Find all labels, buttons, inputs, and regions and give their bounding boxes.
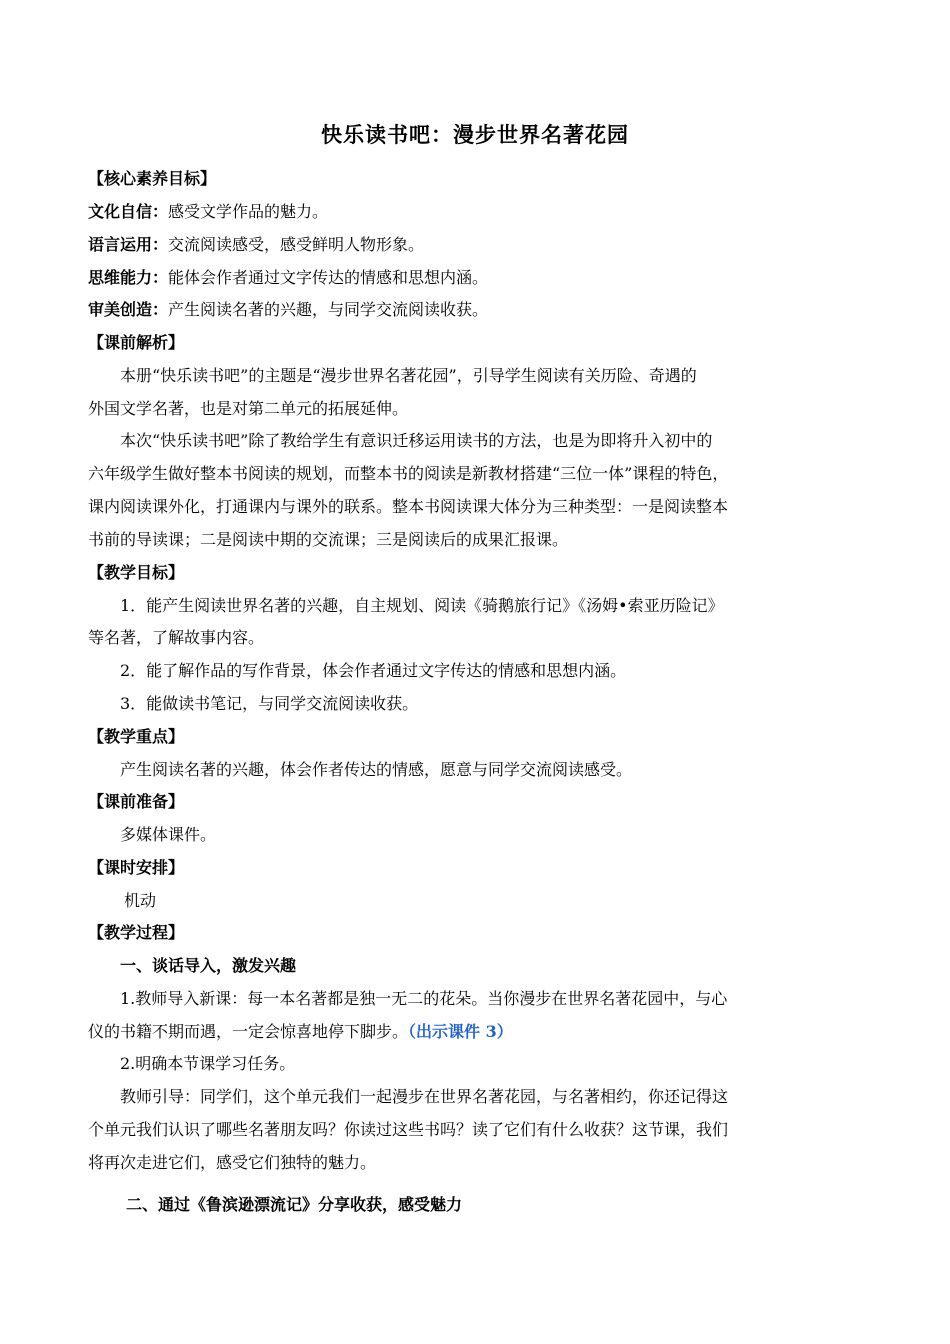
- process-line: 1.教师导入新课：每一本名著都是独一无二的花朵。当你漫步在世界名著花园中，与心: [120, 989, 728, 1008]
- page-title: 快乐读书吧：漫步世界名著花园: [321, 122, 629, 147]
- process-line: 个单元我们认识了哪些名著朋友吗？你读过这些书吗？读了它们有什么收获？这节课，我们: [88, 1120, 729, 1139]
- process-line: 将再次走进它们，感受它们独特的魅力。: [88, 1153, 377, 1172]
- analysis-line: 本册“快乐读书吧”的主题是“漫步世界名著花园”，引导学生阅读有关历险、奇遇的: [120, 366, 697, 385]
- goal-line: 2．能了解作品的写作背景，体会作者通过文字传达的情感和思想内涵。: [120, 661, 627, 680]
- process-line: 教师引导：同学们，这个单元我们一起漫步在世界名著花园，与名著相约，你还记得这: [120, 1087, 729, 1106]
- section-heading: 二、通过《鲁滨逊漂流记》分享收获，感受魅力: [126, 1195, 463, 1214]
- goal-line: 1．能产生阅读世界名著的兴趣，自主规划、阅读《骑鹅旅行记》《汤姆•索亚历险记》: [120, 596, 724, 615]
- core-item-label: 文化自信：: [88, 202, 169, 221]
- focus-heading: 【教学重点】: [88, 727, 185, 746]
- goals-heading: 【教学目标】: [88, 563, 185, 582]
- core-item: [88, 266, 488, 290]
- core-item: [88, 298, 488, 322]
- process-heading: 【教学过程】: [88, 923, 185, 942]
- core-item: [88, 233, 424, 257]
- schedule-text: 机动: [124, 891, 157, 910]
- analysis-line: 课内阅读课外化，打通课内与课外的联系。整本书阅读课大体分为三种类型：一是阅读整本: [88, 497, 729, 516]
- core-heading: 【核心素养目标】: [88, 169, 217, 188]
- core-item-text: 交流阅读感受，感受鲜明人物形象。: [168, 235, 425, 254]
- prep-text: 多媒体课件。: [120, 825, 217, 844]
- core-item-text: 产生阅读名著的兴趣，与同学交流阅读收获。: [168, 300, 489, 319]
- analysis-line: 本次“快乐读书吧”除了教给学生有意识迁移运用读书的方法，也是为即将升入初中的: [120, 431, 713, 450]
- analysis-line: 书前的导读课；二是阅读中期的交流课；三是阅读后的成果汇报课。: [88, 530, 569, 549]
- schedule-heading: 【课时安排】: [88, 858, 185, 877]
- core-item: [88, 200, 328, 224]
- section-heading: 一、谈话导入，激发兴趣: [120, 956, 297, 975]
- core-item-label: 语言运用：: [88, 235, 169, 254]
- analysis-line: 六年级学生做好整本书阅读的规划，而整本书的阅读是新教材搭建“三位一体”课程的特色，: [88, 464, 729, 483]
- focus-text: 产生阅读名著的兴趣，体会作者传达的情感，愿意与同学交流阅读感受。: [120, 760, 633, 779]
- analysis-heading: 【课前解析】: [88, 333, 185, 352]
- goal-line: 等名著，了解故事内容。: [88, 628, 265, 647]
- process-line-text: 仪的书籍不期而遇，一定会惊喜地停下脚步。: [88, 1022, 409, 1041]
- core-item-text: 能体会作者通过文字传达的情感和思想内涵。: [168, 268, 489, 287]
- core-item-label: 审美创造：: [88, 300, 169, 319]
- prep-heading: 【课前准备】: [88, 792, 185, 811]
- core-item-label: 思维能力：: [88, 268, 169, 287]
- analysis-line: 外国文学名著，也是对第二单元的拓展延伸。: [88, 399, 409, 418]
- courseware-note: （出示课件 3）: [408, 1022, 513, 1041]
- process-line: [88, 1020, 513, 1044]
- goal-line: 3．能做读书笔记，与同学交流阅读收获。: [120, 694, 419, 713]
- process-line: 2.明确本节课学习任务。: [120, 1054, 296, 1073]
- core-item-text: 感受文学作品的魅力。: [168, 202, 329, 221]
